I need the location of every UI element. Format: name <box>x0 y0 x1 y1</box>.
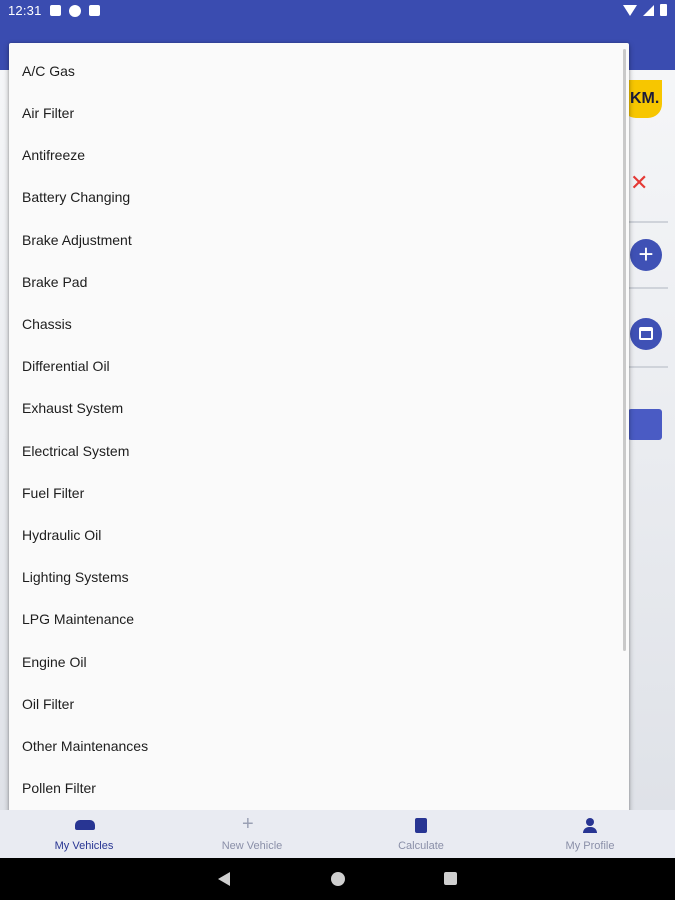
scrollbar[interactable] <box>623 49 626 651</box>
divider <box>628 221 668 223</box>
status-bar <box>0 0 675 22</box>
notification-icons <box>50 5 100 17</box>
calendar-icon <box>639 327 653 340</box>
menu-item-hydraulic-oil[interactable]: Hydraulic Oil <box>22 527 102 543</box>
menu-item-oil-filter[interactable]: Oil Filter <box>22 696 75 712</box>
menu-item-air-filter[interactable]: Air Filter <box>22 105 75 121</box>
menu-item-fuel-filter[interactable]: Fuel Filter <box>22 485 85 501</box>
status-time: 12:31 <box>8 3 42 18</box>
nav-label: My Vehicles <box>54 840 114 852</box>
home-icon[interactable] <box>331 872 345 886</box>
menu-item-engine-oil[interactable]: Engine Oil <box>22 654 87 670</box>
menu-item-differential-oil[interactable]: Differential Oil <box>22 358 110 374</box>
divider <box>628 366 668 368</box>
menu-item-pollen-filter[interactable]: Pollen Filter <box>22 780 96 796</box>
battery-icon <box>660 4 667 16</box>
add-button[interactable]: + <box>630 239 662 271</box>
calendar-button[interactable] <box>630 318 662 350</box>
sd-card-icon <box>89 5 100 16</box>
menu-item-electrical-system[interactable]: Electrical System <box>22 443 130 459</box>
notification-icon <box>69 5 81 17</box>
divider <box>628 287 668 289</box>
plus-icon: + <box>242 813 254 835</box>
nav-label: My Profile <box>565 840 615 852</box>
km-badge: KM. <box>622 80 662 118</box>
fuel-pump-icon <box>415 818 427 833</box>
nav-new-vehicle[interactable] <box>168 810 336 858</box>
bottom-navigation <box>0 810 675 858</box>
menu-item-lpg-maintenance[interactable]: LPG Maintenance <box>22 611 135 627</box>
action-button[interactable] <box>628 409 662 440</box>
wifi-icon <box>623 5 637 16</box>
close-icon[interactable]: ✕ <box>630 170 649 195</box>
menu-item-exhaust-system[interactable]: Exhaust System <box>22 400 124 416</box>
menu-item-lighting-systems[interactable]: Lighting Systems <box>22 569 129 585</box>
person-head <box>586 818 594 826</box>
menu-item-battery-changing[interactable]: Battery Changing <box>22 189 131 205</box>
nav-label: New Vehicle <box>221 840 283 852</box>
system-navigation-bar <box>0 858 675 900</box>
nav-calculate[interactable] <box>337 810 505 858</box>
system-status-icons <box>623 4 667 16</box>
menu-item-antifreeze[interactable]: Antifreeze <box>22 147 86 163</box>
menu-item-chassis[interactable]: Chassis <box>22 316 72 332</box>
nav-my-profile[interactable] <box>506 810 674 858</box>
nav-label: Calculate <box>398 840 444 852</box>
nav-my-vehicles[interactable] <box>0 810 168 858</box>
signal-icon <box>643 5 654 16</box>
maintenance-type-dropdown[interactable] <box>9 43 629 815</box>
recents-icon[interactable] <box>444 872 457 885</box>
notification-icon <box>50 5 61 16</box>
person-icon <box>583 818 597 833</box>
menu-item-brake-adjustment[interactable]: Brake Adjustment <box>22 232 132 248</box>
person-torso <box>583 827 597 833</box>
menu-item-other-maintenances[interactable]: Other Maintenances <box>22 738 149 754</box>
menu-item-brake-pad[interactable]: Brake Pad <box>22 274 88 290</box>
back-icon[interactable] <box>218 872 230 886</box>
car-icon <box>75 820 95 830</box>
menu-item-ac-gas[interactable]: A/C Gas <box>22 63 75 79</box>
